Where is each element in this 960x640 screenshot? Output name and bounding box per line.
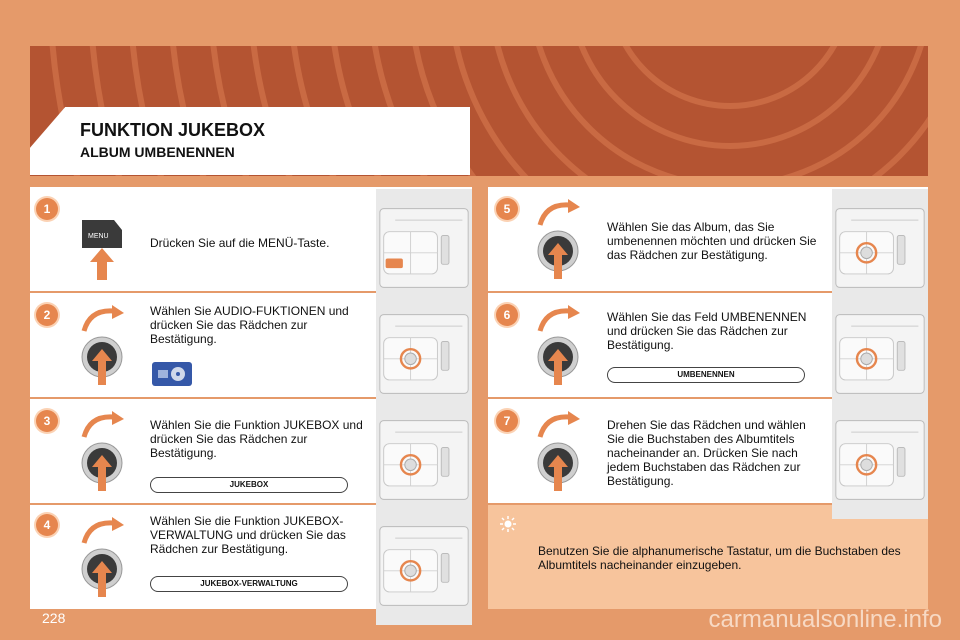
step-2-knob-icon: [76, 305, 128, 387]
title-box: [30, 107, 470, 175]
step-5-radio-device: [832, 189, 928, 307]
umbenennen-pill: UMBENENNEN: [607, 367, 805, 383]
step-1-text: Drücken Sie auf die MENÜ-Taste.: [150, 236, 330, 250]
step-5-number: 5: [496, 198, 518, 220]
menu-button-press-icon: [78, 218, 126, 282]
watermark: carmanualsonline.info: [708, 606, 942, 633]
step-3-text: Wählen Sie die Funktion JUKEBOX und drücken Sie das Rädchen zur Bestätigung.: [150, 418, 363, 460]
step-4-knob-icon: [76, 517, 128, 599]
step-6-text: Wählen Sie das Feld UMBENENNEN und drücken Sie das Rädchen zur Bestätigung.: [607, 310, 807, 352]
step-3-knob-icon: [76, 411, 128, 493]
page-title: FUNKTION JUKEBOX: [80, 120, 266, 140]
step-4-number: 4: [36, 514, 58, 536]
step-2-number: 2: [36, 304, 58, 326]
step-3-number: 3: [36, 410, 58, 432]
audio-functions-icon: [152, 362, 192, 386]
step-4-text: Wählen Sie die Funktion JUKEBOX-VERWALTUNG und drücken Sie das Rädchen zur Bestätigung.: [150, 514, 346, 556]
step-2-text: Wählen Sie AUDIO-FUKTIONEN und drücken Sie das Rädchen zur Bestätigung.: [150, 304, 349, 346]
step-1-radio-device: [376, 189, 472, 307]
menu-button-label: MENU: [88, 233, 109, 240]
page-number: 228: [42, 610, 66, 626]
step-6-number: 6: [496, 304, 518, 326]
step-1-number: 1: [36, 198, 58, 220]
step-7-text: Drehen Sie das Rädchen und wählen Sie die Buchstaben des Albumtitels nacheinander an. Drücken Sie nach jedem Buchstaben das Rädchen zur Bestätigung.: [607, 418, 806, 488]
step-2-radio-device: [376, 295, 472, 413]
step-7-knob-icon: [532, 411, 584, 493]
sun-tip-icon: [500, 516, 516, 532]
step-7-radio-device: [832, 401, 928, 519]
step-5-text: Wählen Sie das Album, das Sie umbenennen möchten und drücken Sie das Rädchen zur Bestätigung.: [607, 220, 817, 262]
tip-text: Benutzen Sie die alphanumerische Tastatur, um die Buchstaben des Albumtitels nacheinander einzugeben.: [538, 544, 901, 572]
step-5-knob-icon: [532, 199, 584, 281]
step-6-knob-icon: [532, 305, 584, 387]
jukebox-pill: JUKEBOX: [150, 477, 348, 493]
step-6-radio-device: [832, 295, 928, 413]
step-3-radio-device: [376, 401, 472, 519]
jukebox-verwaltung-pill: JUKEBOX-VERWALTUNG: [150, 576, 348, 592]
page-subtitle: ALBUM UMBENENNEN: [80, 144, 235, 160]
step-7-number: 7: [496, 410, 518, 432]
step-4-radio-device: [376, 507, 472, 625]
